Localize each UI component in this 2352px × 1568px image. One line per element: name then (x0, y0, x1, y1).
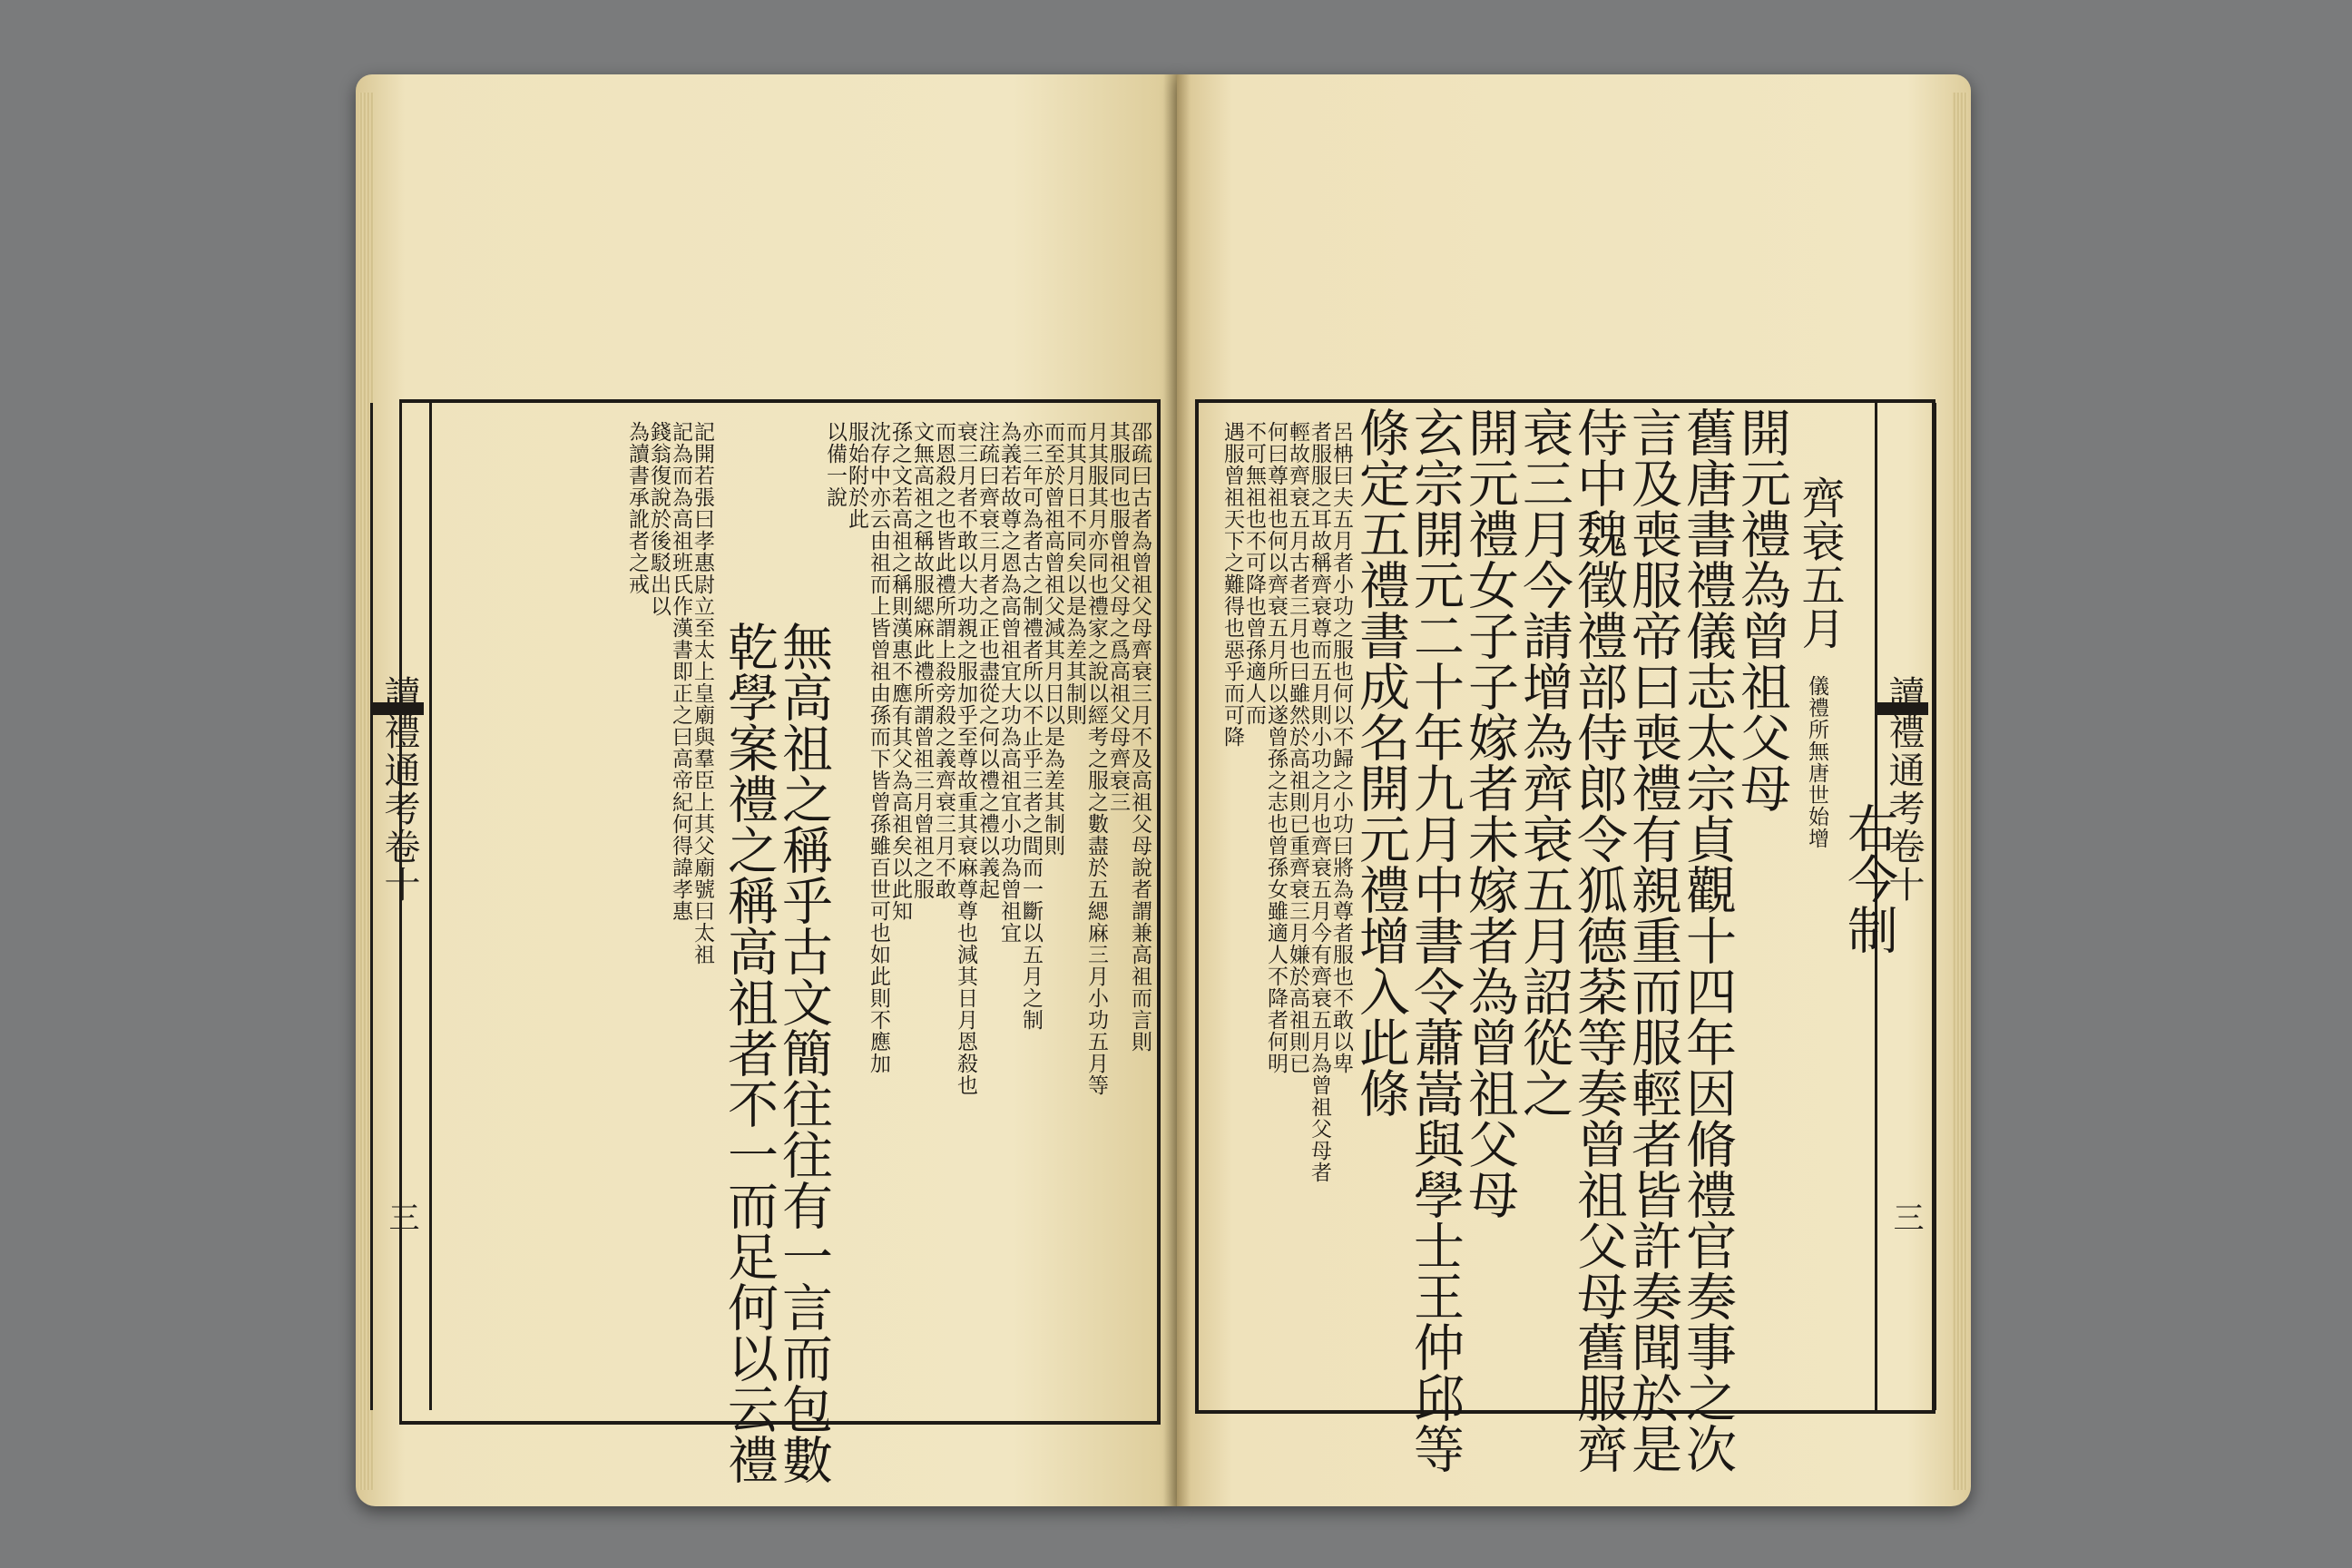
left-page (356, 74, 1177, 1506)
right-banxin-title: 讀禮通考卷十 (1883, 675, 1925, 904)
left-small-col-18: 錢翁復說於後駁出以 (647, 421, 671, 617)
right-small-col-3: 輕故齊衰五月古者三月也曰雖然於高祖則已重齊衰三月嫌於高祖則已 (1286, 421, 1309, 1074)
left-small-col-12: 孫之文若高祖之稱則漢惠不應有其父為高祖矣以此知 (888, 421, 912, 922)
right-heading: 右今制 (1839, 802, 1898, 955)
right-large-col-8: 條定五禮書成名開元禮增入此條 (1351, 407, 1410, 1118)
left-small-col-5: 而至於曾祖高曾祖父減其月日以是為差其制則 (1041, 421, 1064, 857)
left-small-col-1: 邵疏曰古者為曾祖父母齊衰三月不及高祖父母說者謂兼高祖而言則 (1128, 421, 1152, 1053)
right-large-col-5: 衰三月今請增為齊衰五月詔從之 (1514, 407, 1573, 1118)
right-text-frame (1195, 399, 1936, 1474)
left-banxin-title: 讀禮通考卷十 (378, 675, 420, 904)
left-small-col-15: 以備一說 (823, 421, 847, 508)
right-large-col-6: 開元禮女子子嫁者未嫁者為曾祖父母 (1460, 407, 1519, 1220)
left-small-col-4: 而其月日不同矣以是為差其制則 (1063, 421, 1086, 726)
right-fore-edge (1953, 93, 1967, 1490)
right-large-col-1: 開元禮為曾祖父母 (1732, 407, 1791, 813)
left-small-col-10: 而恩殺之也皆此禮所謂上殺旁殺之義齊衰三月不敢 (932, 421, 956, 900)
right-large-col-3: 言及喪服帝曰喪禮有親重而服輕者皆許奏聞於是 (1623, 407, 1682, 1474)
right-large-col-7: 玄宗開元二十年九月中書令蕭嵩與學士王仲邱等 (1406, 407, 1465, 1474)
left-small-col-11: 文無高祖之稱故服緦麻此禮所謂曾祖三月曾祖之服 (910, 421, 934, 900)
right-small-col-6: 遇服曾祖天下之難得也惡乎而可降 (1220, 421, 1244, 748)
entry-title: 齊衰五月 (1794, 475, 1845, 650)
left-page-number: 三 (383, 1201, 419, 1232)
left-small-col-16: 記開若張曰孝惠尉立至太上皇廟與羣臣上其父廟號曰太祖 (691, 421, 714, 965)
open-book (356, 74, 1971, 1506)
left-small-col-19: 為讀書承訛者之戒 (625, 421, 649, 595)
left-small-col-13: 沈存中亦云由祖而上皆曾祖由孫而下皆曾孫雖百世可也如此則不應加 (867, 421, 890, 1074)
left-large-col-1: 乾學案禮之稱高祖者不一而足何以云禮 (720, 621, 779, 1485)
left-text-frame (399, 399, 1161, 1485)
right-large-col-2: 舊唐書禮儀志太宗貞觀十四年因脩禮官奏事之次 (1678, 407, 1737, 1474)
left-small-col-17: 記為而為高祖班氏作漢書即正之曰高帝紀何得諱孝惠 (669, 421, 692, 922)
right-large-col-4: 侍中魏徵禮部侍郎令狐德棻等奏曾祖父母舊服齊 (1569, 407, 1628, 1474)
left-small-col-8: 注疏曰齊衰三月者之正也盡從之何以禮之禮以義起 (975, 421, 999, 900)
right-small-col-1: 呂柟曰夫五月者小功之服也何以不歸之小功曰將為尊者服也不敢以卑 (1329, 421, 1353, 1074)
left-small-col-9: 衰三月者不敢以大功親之服加乎至尊故重其衰麻尊尊也減其日月恩殺也 (954, 421, 977, 1096)
left-small-col-14: 服始附於此 (845, 421, 868, 530)
left-large-col-2: 無高祖之稱乎古文簡往往有一言而包數 (774, 621, 833, 1485)
book-gutter (1163, 74, 1191, 1506)
right-small-col-2: 者服服之耳故稱齊衰尊而五月則小功之月也齊衰五月今有齊衰五月為曾祖父母者 (1308, 421, 1331, 1183)
left-small-col-2: 其服同也服曾祖父母之爲高祖父母齊衰三 (1106, 421, 1130, 813)
right-small-col-4: 何曰尊祖也何以齊衰五月所以遂曾孫之志也曾孫女雖適人不降者何明 (1264, 421, 1288, 1074)
entry-note: 儀禮所無唐世始增 (1805, 675, 1828, 849)
left-small-col-6: 亦三年可為者古之制禮者所以不止乎三者之間而一斷以五月之制 (1019, 421, 1043, 1031)
left-small-col-3: 月其服其月亦同也禮家之說以經考之服之數盡於五緦麻三月小功五月等 (1084, 421, 1108, 1096)
right-page-number: 三 (1887, 1201, 1924, 1232)
right-small-col-5: 不可無祖也不可降也曾孫適人而 (1242, 421, 1266, 726)
left-small-col-7: 為義若故尊之恩為高曾祖宜大功為高祖宜小功為曾祖宜 (997, 421, 1021, 944)
